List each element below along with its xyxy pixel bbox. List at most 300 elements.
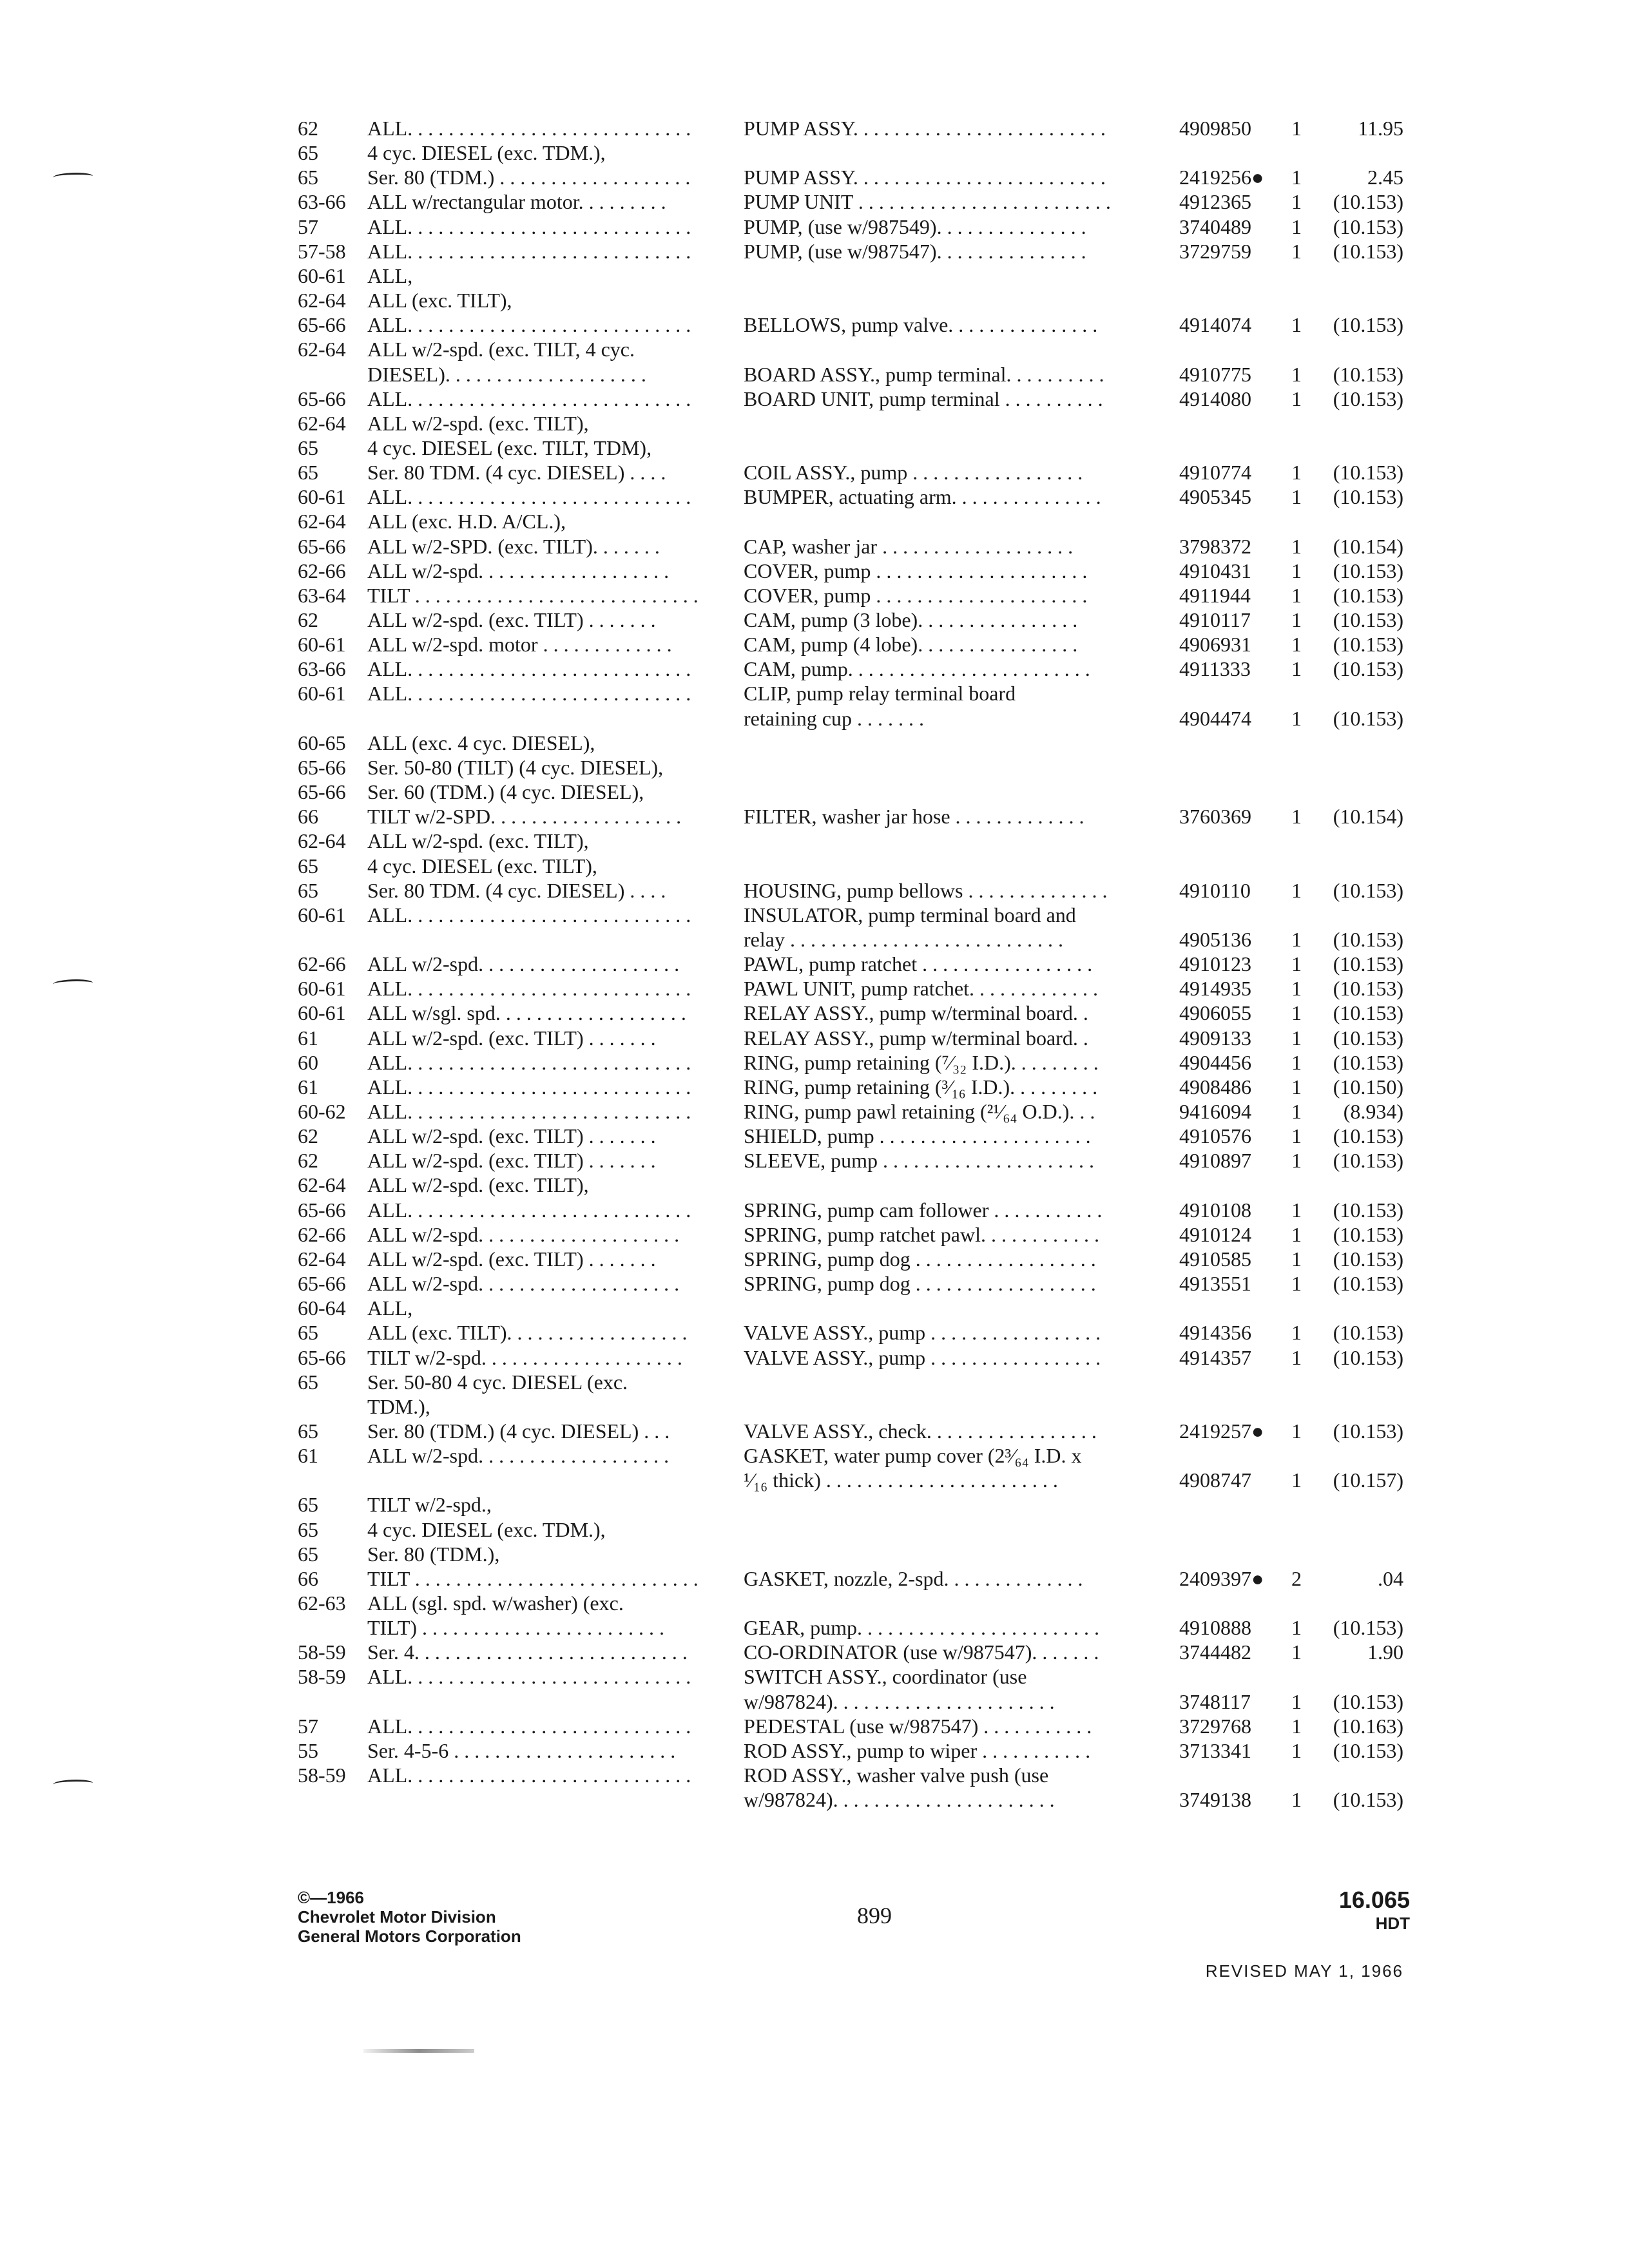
- description-cell: SPRING, pump cam follower . . . . . . . . . . .: [744, 1198, 1103, 1222]
- year-cell: 60-61: [298, 264, 346, 287]
- description-cell: SPRING, pump dog . . . . . . . . . . . . . . . . . .: [744, 1247, 1096, 1271]
- model-cell: ALL (exc. TILT). . . . . . . . . . . . . . . . . .: [367, 1321, 688, 1345]
- description-cell: VALVE ASSY., pump . . . . . . . . . . . . . . . . .: [744, 1345, 1101, 1369]
- part-number-cell: 3798372: [1179, 534, 1251, 558]
- quantity-cell: 1: [1291, 1468, 1302, 1492]
- price-cell: 2.45: [1367, 166, 1403, 189]
- model-cell: ALL w/2-spd. . . . . . . . . . . . . . . . . . . .: [367, 1272, 680, 1296]
- price-cell: (10.153): [1333, 1689, 1403, 1713]
- model-cell: TDM.),: [367, 1394, 430, 1418]
- quantity-cell: 1: [1291, 461, 1302, 485]
- table-row: [0, 1664, 1629, 1690]
- price-cell: (10.153): [1333, 190, 1403, 214]
- revised-date: REVISED MAY 1, 1966: [1205, 1961, 1403, 1981]
- part-number-cell: 3748117: [1179, 1689, 1251, 1713]
- part-number-cell: 4912365: [1179, 190, 1251, 214]
- year-cell: 62-64: [298, 1173, 346, 1197]
- quantity-cell: 1: [1291, 1321, 1302, 1345]
- part-number-cell: 3760369: [1179, 805, 1251, 829]
- model-cell: ALL. . . . . . . . . . . . . . . . . . . . . . . . . . . .: [367, 1763, 691, 1787]
- description-cell: w/987824). . . . . . . . . . . . . . . . . . . . . .: [744, 1689, 1055, 1713]
- table-row: [0, 1370, 1629, 1396]
- part-number-cell: 3713341: [1179, 1738, 1251, 1762]
- year-cell: 66: [298, 805, 318, 829]
- model-cell: 4 cyc. DIESEL (exc. TILT),: [367, 854, 597, 878]
- year-cell: 61: [298, 1444, 318, 1468]
- description-cell: BUMPER, actuating arm. . . . . . . . . . . . . . .: [744, 485, 1101, 509]
- quantity-cell: 1: [1291, 1345, 1302, 1369]
- price-cell: (10.153): [1333, 977, 1403, 1001]
- price-cell: 1.90: [1367, 1640, 1403, 1664]
- scan-smudge: [363, 2049, 474, 2053]
- table-row: [0, 239, 1629, 265]
- model-cell: 4 cyc. DIESEL (exc. TDM.),: [367, 141, 606, 165]
- table-row: [0, 1738, 1629, 1764]
- price-cell: (10.153): [1333, 1788, 1403, 1812]
- part-number-cell: 4910117: [1179, 608, 1251, 631]
- table-row: [0, 583, 1629, 609]
- year-cell: 65: [298, 1370, 318, 1394]
- margin-mark: [53, 173, 93, 181]
- year-cell: 65: [298, 878, 318, 902]
- year-cell: 57: [298, 215, 318, 238]
- price-cell: (10.153): [1333, 608, 1403, 631]
- description-cell: RELAY ASSY., pump w/terminal board. .: [744, 1026, 1088, 1050]
- table-row: [0, 1468, 1629, 1494]
- table-row: [0, 1542, 1629, 1568]
- table-row: [0, 559, 1629, 584]
- model-cell: 4 cyc. DIESEL (exc. TILT, TDM),: [367, 436, 652, 459]
- quantity-cell: 1: [1291, 166, 1302, 189]
- model-cell: ALL w/2-spd. . . . . . . . . . . . . . . . . . .: [367, 1444, 670, 1468]
- table-row: [0, 264, 1629, 289]
- year-cell: 60-65: [298, 731, 346, 754]
- table-row: [0, 1271, 1629, 1297]
- model-cell: ALL w/2-spd. . . . . . . . . . . . . . . . . . . .: [367, 1222, 680, 1246]
- quantity-cell: 1: [1291, 1616, 1302, 1640]
- year-cell: 60-61: [298, 977, 346, 1001]
- part-number-cell: 3729768: [1179, 1714, 1251, 1738]
- quantity-cell: 1: [1291, 977, 1302, 1001]
- year-cell: 57-58: [298, 239, 346, 263]
- quantity-cell: 1: [1291, 1738, 1302, 1762]
- part-number-cell: 4906931: [1179, 633, 1251, 657]
- year-cell: 62: [298, 1124, 318, 1148]
- description-cell: PUMP UNIT . . . . . . . . . . . . . . . . . . . . . . . . .: [744, 190, 1111, 214]
- part-number-cell: 4910897: [1179, 1149, 1251, 1173]
- table-row: [0, 1026, 1629, 1052]
- description-cell: RING, pump retaining (⁷⁄₃₂ I.D.). . . . . . . . .: [744, 1050, 1099, 1074]
- part-number-cell: 4910124: [1179, 1222, 1251, 1246]
- year-cell: 58-59: [298, 1763, 346, 1787]
- quantity-cell: 1: [1291, 1714, 1302, 1738]
- quantity-cell: 1: [1291, 190, 1302, 214]
- model-cell: ALL (exc. TILT),: [367, 289, 512, 312]
- year-cell: 63-66: [298, 190, 346, 214]
- year-cell: 65-66: [298, 1198, 346, 1222]
- table-row: [0, 976, 1629, 1002]
- table-row: [0, 288, 1629, 314]
- price-cell: (10.153): [1333, 1198, 1403, 1222]
- model-cell: Ser. 50-80 (TILT) (4 cyc. DIESEL),: [367, 755, 664, 779]
- publisher-block: [298, 1888, 521, 1946]
- table-row: [0, 681, 1629, 707]
- model-cell: ALL. . . . . . . . . . . . . . . . . . . . . . . . . . . .: [367, 1050, 691, 1074]
- price-cell: (10.153): [1333, 633, 1403, 657]
- table-row: [0, 534, 1629, 560]
- table-row: [0, 387, 1629, 412]
- part-number-cell: 4911944: [1179, 583, 1251, 607]
- part-number-cell: 4910888: [1179, 1616, 1251, 1640]
- table-row: [0, 1443, 1629, 1469]
- description-cell: PUMP, (use w/987549). . . . . . . . . . . . . . .: [744, 215, 1086, 238]
- model-cell: Ser. 4-5-6 . . . . . . . . . . . . . . . . . . . . . .: [367, 1738, 676, 1762]
- price-cell: (10.153): [1333, 1345, 1403, 1369]
- table-row: [0, 804, 1629, 830]
- year-cell: 60: [298, 1050, 318, 1074]
- table-row: [0, 189, 1629, 215]
- year-cell: 62-66: [298, 1222, 346, 1246]
- part-number-cell: 4910585: [1179, 1247, 1251, 1271]
- price-cell: (10.153): [1333, 559, 1403, 582]
- year-cell: 65-66: [298, 1272, 346, 1296]
- description-cell: CAM, pump (3 lobe). . . . . . . . . . . . . . . .: [744, 608, 1078, 631]
- description-cell: PUMP, (use w/987547). . . . . . . . . . . . . . .: [744, 239, 1086, 263]
- model-cell: Ser. 60 (TDM.) (4 cyc. DIESEL),: [367, 780, 644, 804]
- year-cell: 65-66: [298, 755, 346, 779]
- year-cell: 58-59: [298, 1640, 346, 1664]
- corporation-name: General Motors Corporation: [298, 1927, 521, 1946]
- part-number-cell: 4908486: [1179, 1075, 1251, 1099]
- part-number-cell: 4910774: [1179, 461, 1251, 485]
- quantity-cell: 1: [1291, 1272, 1302, 1296]
- part-number-cell: 3740489: [1179, 215, 1251, 238]
- model-cell: ALL,: [367, 264, 413, 287]
- table-row: [0, 1173, 1629, 1198]
- quantity-cell: 1: [1291, 485, 1302, 509]
- year-cell: 65: [298, 461, 318, 485]
- description-cell: BELLOWS, pump valve. . . . . . . . . . . . . . .: [744, 313, 1098, 337]
- model-cell: TILT . . . . . . . . . . . . . . . . . . . . . . . . . . . .: [367, 583, 699, 607]
- part-number-cell: 4913551: [1179, 1272, 1251, 1296]
- table-row: [0, 1247, 1629, 1273]
- model-cell: ALL. . . . . . . . . . . . . . . . . . . . . . . . . . . .: [367, 117, 691, 140]
- model-cell: ALL w/2-spd. (exc. TILT) . . . . . . .: [367, 1026, 656, 1050]
- part-number-cell: 4914357: [1179, 1345, 1251, 1369]
- part-number-cell: 4909850: [1179, 117, 1251, 140]
- year-cell: 65: [298, 1517, 318, 1541]
- section-number: 16.065: [1338, 1887, 1410, 1913]
- quantity-cell: 1: [1291, 1247, 1302, 1271]
- year-cell: 65-66: [298, 313, 346, 337]
- year-cell: 65-66: [298, 1345, 346, 1369]
- description-cell: GEAR, pump. . . . . . . . . . . . . . . . . . . . . . . .: [744, 1616, 1099, 1640]
- model-cell: Ser. 80 (TDM.) (4 cyc. DIESEL) . . .: [367, 1419, 670, 1443]
- price-cell: (10.153): [1333, 485, 1403, 509]
- description-cell: SHIELD, pump . . . . . . . . . . . . . . . . . . . . .: [744, 1124, 1091, 1148]
- description-cell: CLIP, pump relay terminal board: [744, 682, 1016, 706]
- table-row: [0, 436, 1629, 461]
- description-cell: CAM, pump. . . . . . . . . . . . . . . . . . . . . . . .: [744, 657, 1090, 681]
- table-row: [0, 657, 1629, 682]
- quantity-cell: 1: [1291, 1124, 1302, 1148]
- part-number-cell: 4910431: [1179, 559, 1251, 582]
- part-number-cell: 4905136: [1179, 927, 1251, 951]
- description-cell: GASKET, water pump cover (2³⁄₆₄ I.D. x: [744, 1444, 1082, 1468]
- year-cell: 65-66: [298, 387, 346, 410]
- year-cell: 60-61: [298, 485, 346, 509]
- price-cell: .04: [1378, 1566, 1403, 1590]
- price-cell: (10.153): [1333, 1247, 1403, 1271]
- model-cell: ALL. . . . . . . . . . . . . . . . . . . . . . . . . . . .: [367, 1714, 691, 1738]
- part-number-cell: 4914080: [1179, 387, 1251, 410]
- price-cell: (10.153): [1333, 952, 1403, 976]
- year-cell: 57: [298, 1714, 318, 1738]
- model-cell: ALL (sgl. spd. w/washer) (exc.: [367, 1591, 624, 1615]
- model-cell: ALL w/2-spd. . . . . . . . . . . . . . . . . . . .: [367, 952, 680, 976]
- description-cell: CAP, washer jar . . . . . . . . . . . . . . . . . . .: [744, 534, 1074, 558]
- quantity-cell: 1: [1291, 1198, 1302, 1222]
- table-row: [0, 411, 1629, 437]
- quantity-cell: 1: [1291, 878, 1302, 902]
- table-row: [0, 829, 1629, 854]
- description-cell: PAWL, pump ratchet . . . . . . . . . . . . . . . . .: [744, 952, 1093, 976]
- price-cell: (10.153): [1333, 657, 1403, 681]
- table-row: [0, 509, 1629, 535]
- year-cell: 66: [298, 1566, 318, 1590]
- section-block: [1339, 1887, 1410, 1934]
- year-cell: 62-66: [298, 559, 346, 582]
- table-row: [0, 1640, 1629, 1666]
- year-cell: 63-64: [298, 583, 346, 607]
- year-cell: 65: [298, 141, 318, 165]
- price-cell: (10.153): [1333, 313, 1403, 337]
- model-cell: ALL. . . . . . . . . . . . . . . . . . . . . . . . . . . .: [367, 1100, 691, 1123]
- model-cell: ALL. . . . . . . . . . . . . . . . . . . . . . . . . . . .: [367, 387, 691, 410]
- model-cell: Ser. 80 TDM. (4 cyc. DIESEL) . . . .: [367, 878, 666, 902]
- table-row: [0, 1763, 1629, 1789]
- quantity-cell: 1: [1291, 534, 1302, 558]
- table-row: [0, 1787, 1629, 1813]
- model-cell: ALL w/sgl. spd. . . . . . . . . . . . . . . . . . .: [367, 1001, 686, 1025]
- model-cell: ALL. . . . . . . . . . . . . . . . . . . . . . . . . . . .: [367, 485, 691, 509]
- part-number-cell: 4910775: [1179, 362, 1251, 386]
- price-cell: (10.153): [1333, 1001, 1403, 1025]
- quantity-cell: 1: [1291, 117, 1302, 140]
- table-row: [0, 1075, 1629, 1100]
- description-cell: PUMP ASSY. . . . . . . . . . . . . . . . . . . . . . . . .: [744, 117, 1106, 140]
- description-cell: COVER, pump . . . . . . . . . . . . . . . . . . . . .: [744, 583, 1088, 607]
- quantity-cell: 1: [1291, 1222, 1302, 1246]
- part-number-cell: 4909133: [1179, 1026, 1251, 1050]
- part-number-cell: 4910576: [1179, 1124, 1251, 1148]
- table-row: [0, 1591, 1629, 1617]
- table-row: [0, 1198, 1629, 1224]
- description-cell: GASKET, nozzle, 2-spd. . . . . . . . . . . . . .: [744, 1566, 1083, 1590]
- table-row: [0, 1320, 1629, 1346]
- description-cell: PAWL UNIT, pump ratchet. . . . . . . . . . . . .: [744, 977, 1098, 1001]
- part-number-cell: 4910123: [1179, 952, 1251, 976]
- year-cell: 61: [298, 1075, 318, 1099]
- part-number-cell: 4905345: [1179, 485, 1251, 509]
- model-cell: ALL. . . . . . . . . . . . . . . . . . . . . . . . . . . .: [367, 313, 691, 337]
- price-cell: (10.153): [1333, 461, 1403, 485]
- description-cell: RING, pump retaining (³⁄₁₆ I.D.). . . . . . . . .: [744, 1075, 1098, 1099]
- part-number-cell: 9416094: [1179, 1100, 1251, 1123]
- quantity-cell: 1: [1291, 583, 1302, 607]
- table-row: [0, 1689, 1629, 1715]
- price-cell: (10.153): [1333, 1738, 1403, 1762]
- table-row: [0, 337, 1629, 363]
- year-cell: 62-64: [298, 829, 346, 853]
- description-cell: relay . . . . . . . . . . . . . . . . . . . . . . . . . . .: [744, 927, 1063, 951]
- table-row: [0, 952, 1629, 977]
- part-number-cell: 4908747: [1179, 1468, 1251, 1492]
- model-cell: ALL. . . . . . . . . . . . . . . . . . . . . . . . . . . .: [367, 903, 691, 927]
- quantity-cell: 1: [1291, 1075, 1302, 1099]
- price-cell: (10.153): [1333, 239, 1403, 263]
- table-row: [0, 780, 1629, 805]
- year-cell: 62-66: [298, 952, 346, 976]
- quantity-cell: 1: [1291, 633, 1302, 657]
- price-cell: (10.163): [1333, 1714, 1403, 1738]
- description-cell: SWITCH ASSY., coordinator (use: [744, 1665, 1027, 1689]
- model-cell: ALL. . . . . . . . . . . . . . . . . . . . . . . . . . . .: [367, 657, 691, 681]
- quantity-cell: 1: [1291, 952, 1302, 976]
- year-cell: 62-64: [298, 411, 346, 435]
- description-cell: VALVE ASSY., check. . . . . . . . . . . . . . . . .: [744, 1419, 1097, 1443]
- quantity-cell: 1: [1291, 1419, 1302, 1443]
- price-cell: (10.153): [1333, 1272, 1403, 1296]
- year-cell: 65: [298, 854, 318, 878]
- model-cell: ALL w/2-spd. (exc. TILT) . . . . . . .: [367, 1247, 656, 1271]
- part-number-cell: 2409397●: [1179, 1566, 1264, 1590]
- model-cell: ALL. . . . . . . . . . . . . . . . . . . . . . . . . . . .: [367, 1075, 691, 1099]
- copyright: ©—1966: [298, 1888, 364, 1907]
- description-cell: ROD ASSY., washer valve push (use: [744, 1763, 1049, 1787]
- model-cell: ALL (exc. 4 cyc. DIESEL),: [367, 731, 595, 754]
- description-cell: SPRING, pump dog . . . . . . . . . . . . . . . . . .: [744, 1272, 1096, 1296]
- model-cell: TILT w/2-SPD. . . . . . . . . . . . . . . . . . .: [367, 805, 682, 829]
- description-cell: HOUSING, pump bellows . . . . . . . . . . . . . .: [744, 878, 1108, 902]
- year-cell: 65: [298, 436, 318, 459]
- part-number-cell: 2419257●: [1179, 1419, 1264, 1443]
- table-row: [0, 165, 1629, 191]
- table-row: [0, 1099, 1629, 1125]
- section-sub: HDT: [1375, 1914, 1410, 1933]
- part-number-cell: 2419256●: [1179, 166, 1264, 189]
- description-cell: RING, pump pawl retaining (²¹⁄₆₄ O.D.). . .: [744, 1100, 1095, 1123]
- table-row: [0, 1124, 1629, 1149]
- table-row: [0, 706, 1629, 732]
- price-cell: 11.95: [1358, 117, 1403, 140]
- description-cell: ¹⁄₁₆ thick) . . . . . . . . . . . . . . . . . . . . . . .: [744, 1468, 1058, 1492]
- price-cell: (10.153): [1333, 706, 1403, 730]
- description-cell: BOARD ASSY., pump terminal. . . . . . . . . .: [744, 362, 1104, 386]
- quantity-cell: 1: [1291, 608, 1302, 631]
- part-number-cell: 4911333: [1179, 657, 1251, 681]
- model-cell: ALL. . . . . . . . . . . . . . . . . . . . . . . . . . . .: [367, 215, 691, 238]
- quantity-cell: 1: [1291, 313, 1302, 337]
- table-row: [0, 215, 1629, 240]
- model-cell: ALL w/2-SPD. (exc. TILT). . . . . . .: [367, 534, 660, 558]
- table-row: [0, 362, 1629, 388]
- description-cell: COVER, pump . . . . . . . . . . . . . . . . . . . . .: [744, 559, 1088, 582]
- table-row: [0, 1517, 1629, 1543]
- model-cell: ALL w/2-spd. (exc. TILT),: [367, 411, 589, 435]
- description-cell: CAM, pump (4 lobe). . . . . . . . . . . . . . . .: [744, 633, 1078, 657]
- price-cell: (10.153): [1333, 1616, 1403, 1640]
- table-row: [0, 903, 1629, 928]
- quantity-cell: 1: [1291, 1640, 1302, 1664]
- table-row: [0, 1050, 1629, 1076]
- price-cell: (8.934): [1343, 1100, 1403, 1123]
- quantity-cell: 1: [1291, 1788, 1302, 1812]
- table-row: [0, 1148, 1629, 1174]
- quantity-cell: 1: [1291, 362, 1302, 386]
- description-cell: CO-ORDINATOR (use w/987547). . . . . . .: [744, 1640, 1099, 1664]
- year-cell: 60-61: [298, 903, 346, 927]
- table-row: [0, 460, 1629, 486]
- quantity-cell: 1: [1291, 657, 1302, 681]
- model-cell: ALL (exc. H.D. A/CL.),: [367, 510, 566, 533]
- model-cell: ALL w/2-spd. (exc. TILT) . . . . . . .: [367, 1124, 656, 1148]
- quantity-cell: 1: [1291, 1149, 1302, 1173]
- year-cell: 65-66: [298, 780, 346, 804]
- table-row: [0, 1714, 1629, 1740]
- table-row: [0, 1296, 1629, 1321]
- description-cell: INSULATOR, pump terminal board and: [744, 903, 1076, 927]
- quantity-cell: 2: [1291, 1566, 1302, 1590]
- part-number-cell: 4904474: [1179, 706, 1251, 730]
- price-cell: (10.153): [1333, 583, 1403, 607]
- quantity-cell: 1: [1291, 1050, 1302, 1074]
- quantity-cell: 1: [1291, 706, 1302, 730]
- quantity-cell: 1: [1291, 927, 1302, 951]
- part-number-cell: 4904456: [1179, 1050, 1251, 1074]
- description-cell: BOARD UNIT, pump terminal . . . . . . . . . .: [744, 387, 1103, 410]
- year-cell: 65-66: [298, 534, 346, 558]
- table-row: [0, 1419, 1629, 1445]
- year-cell: 55: [298, 1738, 318, 1762]
- table-row: [0, 140, 1629, 166]
- quantity-cell: 1: [1291, 559, 1302, 582]
- table-row: [0, 1566, 1629, 1592]
- quantity-cell: 1: [1291, 1689, 1302, 1713]
- quantity-cell: 1: [1291, 387, 1302, 410]
- price-cell: (10.153): [1333, 927, 1403, 951]
- part-number-cell: 4910108: [1179, 1198, 1251, 1222]
- model-cell: Ser. 80 TDM. (4 cyc. DIESEL) . . . .: [367, 461, 666, 485]
- model-cell: TILT . . . . . . . . . . . . . . . . . . . . . . . . . . . .: [367, 1566, 699, 1590]
- year-cell: 63-66: [298, 657, 346, 681]
- table-row: [0, 1345, 1629, 1371]
- model-cell: ALL. . . . . . . . . . . . . . . . . . . . . . . . . . . .: [367, 1665, 691, 1689]
- price-cell: (10.153): [1333, 1419, 1403, 1443]
- year-cell: 61: [298, 1026, 318, 1050]
- price-cell: (10.154): [1333, 805, 1403, 829]
- model-cell: ALL w/2-spd. (exc. TILT) . . . . . . .: [367, 1149, 656, 1173]
- year-cell: 65: [298, 1493, 318, 1517]
- table-row: [0, 1394, 1629, 1420]
- model-cell: ALL w/2-spd. . . . . . . . . . . . . . . . . . .: [367, 559, 670, 582]
- part-number-cell: 3729759: [1179, 239, 1251, 263]
- description-cell: FILTER, washer jar hose . . . . . . . . . . . . .: [744, 805, 1084, 829]
- page-number: 899: [857, 1903, 892, 1928]
- description-cell: PEDESTAL (use w/987547) . . . . . . . . . . .: [744, 1714, 1092, 1738]
- model-cell: Ser. 80 (TDM.) . . . . . . . . . . . . . . . . . . .: [367, 166, 691, 189]
- model-cell: ALL w/rectangular motor. . . . . . . . .: [367, 190, 666, 214]
